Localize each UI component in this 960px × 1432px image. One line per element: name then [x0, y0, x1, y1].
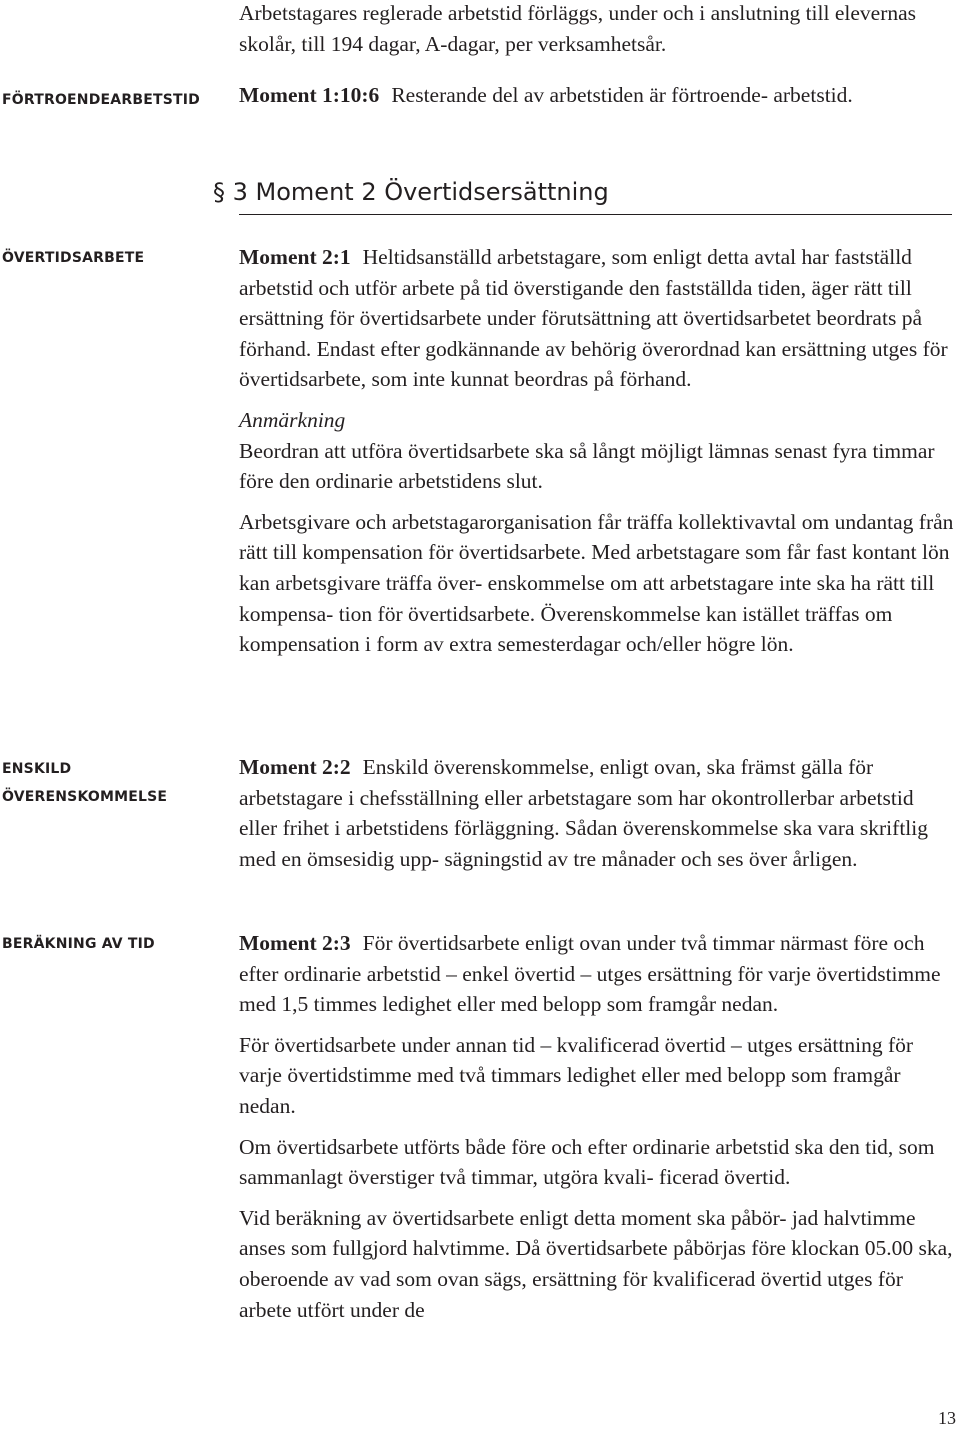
moment-label: Moment 2:1 [239, 245, 351, 269]
moment-text: Heltidsanställd arbetstagare, som enligt detta avtal har fastställd arbetstid och utför arbete på tid överstigande den fastställda tiden, äger rätt till ersättning för övertidsarbete under förutsättning att övertidsarbetet beordrats på förhand. Endast efter godkännande av behörig överordnad kan ersättning utges för övertidsarbete, som inte kunnat beordras på förhand. [239, 245, 948, 392]
moment-text: Resterande del av arbetstiden är förtroende- arbetstid. [391, 83, 853, 107]
side-label-line: ENSKILD [2, 761, 72, 777]
page-number: 13 [938, 1408, 956, 1428]
side-label-overtidsarbete: ÖVERTIDSARBETE [2, 250, 145, 266]
heading-rule [239, 214, 952, 215]
intro-text: Arbetstagares reglerade arbetstid förläggs, under och i anslutning till elevernas skolår, till 194 dagar, A-dagar, per verksamhetsår. [239, 1, 917, 56]
note-label: Anmärkning [239, 407, 346, 432]
moment-2-2 [239, 752, 954, 874]
side-label-enskild [2, 755, 217, 811]
moment-text: För övertidsarbete enligt ovan under två timmar närmast före och efter ordinarie arbetstid – enkel övertid – utges ersättning för varje övertidstimme med 1,5 timmes ledighet eller med belopp som framgår nedan. [239, 931, 941, 1017]
side-label-berakning: BERÄKNING AV TID [2, 936, 155, 952]
moment-2-1 [239, 242, 954, 660]
moment-text: Enskild överenskommelse, enligt ovan, ska främst gälla för arbetstagare i chefsställning eller arbetstagare som har okontrollerbar arbetstid eller frihet i arbetstidens förläggning. Sådan överenskommelse ska vara skriftlig med en ömsesidig upp- sägningstid av tre månader och ses över årligen. [239, 755, 928, 871]
paragraph: Vid beräkning av övertidsarbete enligt detta moment ska påbör- jad halvtimme anses som fullgjord halvtimme. Då övertidsarbete påbörjas före klockan 05.00 ska, oberoende av vad som ovan sägs, ersättning för kvalificerad övertid utges för arbete utfört under de [239, 1205, 953, 1322]
moment-label: Moment 2:3 [239, 931, 351, 955]
side-label-fortroendearbetstid: FÖRTROENDEARBETSTID [2, 92, 200, 108]
paragraph: Arbetsgivare och arbetstagarorganisation får träffa kollektivavtal om undantag från rätt till kompensation för övertidsarbete. Med arbetstagare som får fast kontant lön kan arbetsgivare träffa över- enskommelse om att arbetstagare inte ska ha rätt till kompensa- tion för övertidsarbete. Överenskommelse kan istället träffas om kompensation i form av extra semesterdagar och/eller högre lön. [239, 509, 954, 657]
section-heading: § 3 Moment 2 Övertidsersättning [213, 178, 609, 206]
side-label-line: ÖVERENSKOMMELSE [2, 789, 168, 805]
intro-paragraph [239, 0, 954, 59]
moment-1-10-6 [239, 80, 954, 111]
note-text: Beordran att utföra övertidsarbete ska så långt möjligt lämnas senast fyra timmar före den ordinarie arbetstidens slut. [239, 438, 935, 494]
paragraph: Om övertidsarbete utförts både före och efter ordinarie arbetstid ska den tid, som sammanlagt överstiger två timmar, utgöra kvali- ficerad övertid. [239, 1134, 935, 1190]
moment-label: Moment 2:2 [239, 755, 351, 779]
paragraph: För övertidsarbete under annan tid – kvalificerad övertid – utges ersättning för varje övertidstimme med två timmars ledighet eller med belopp som framgår nedan. [239, 1032, 914, 1118]
moment-2-3 [239, 928, 954, 1325]
moment-label: Moment 1:10:6 [239, 83, 380, 107]
